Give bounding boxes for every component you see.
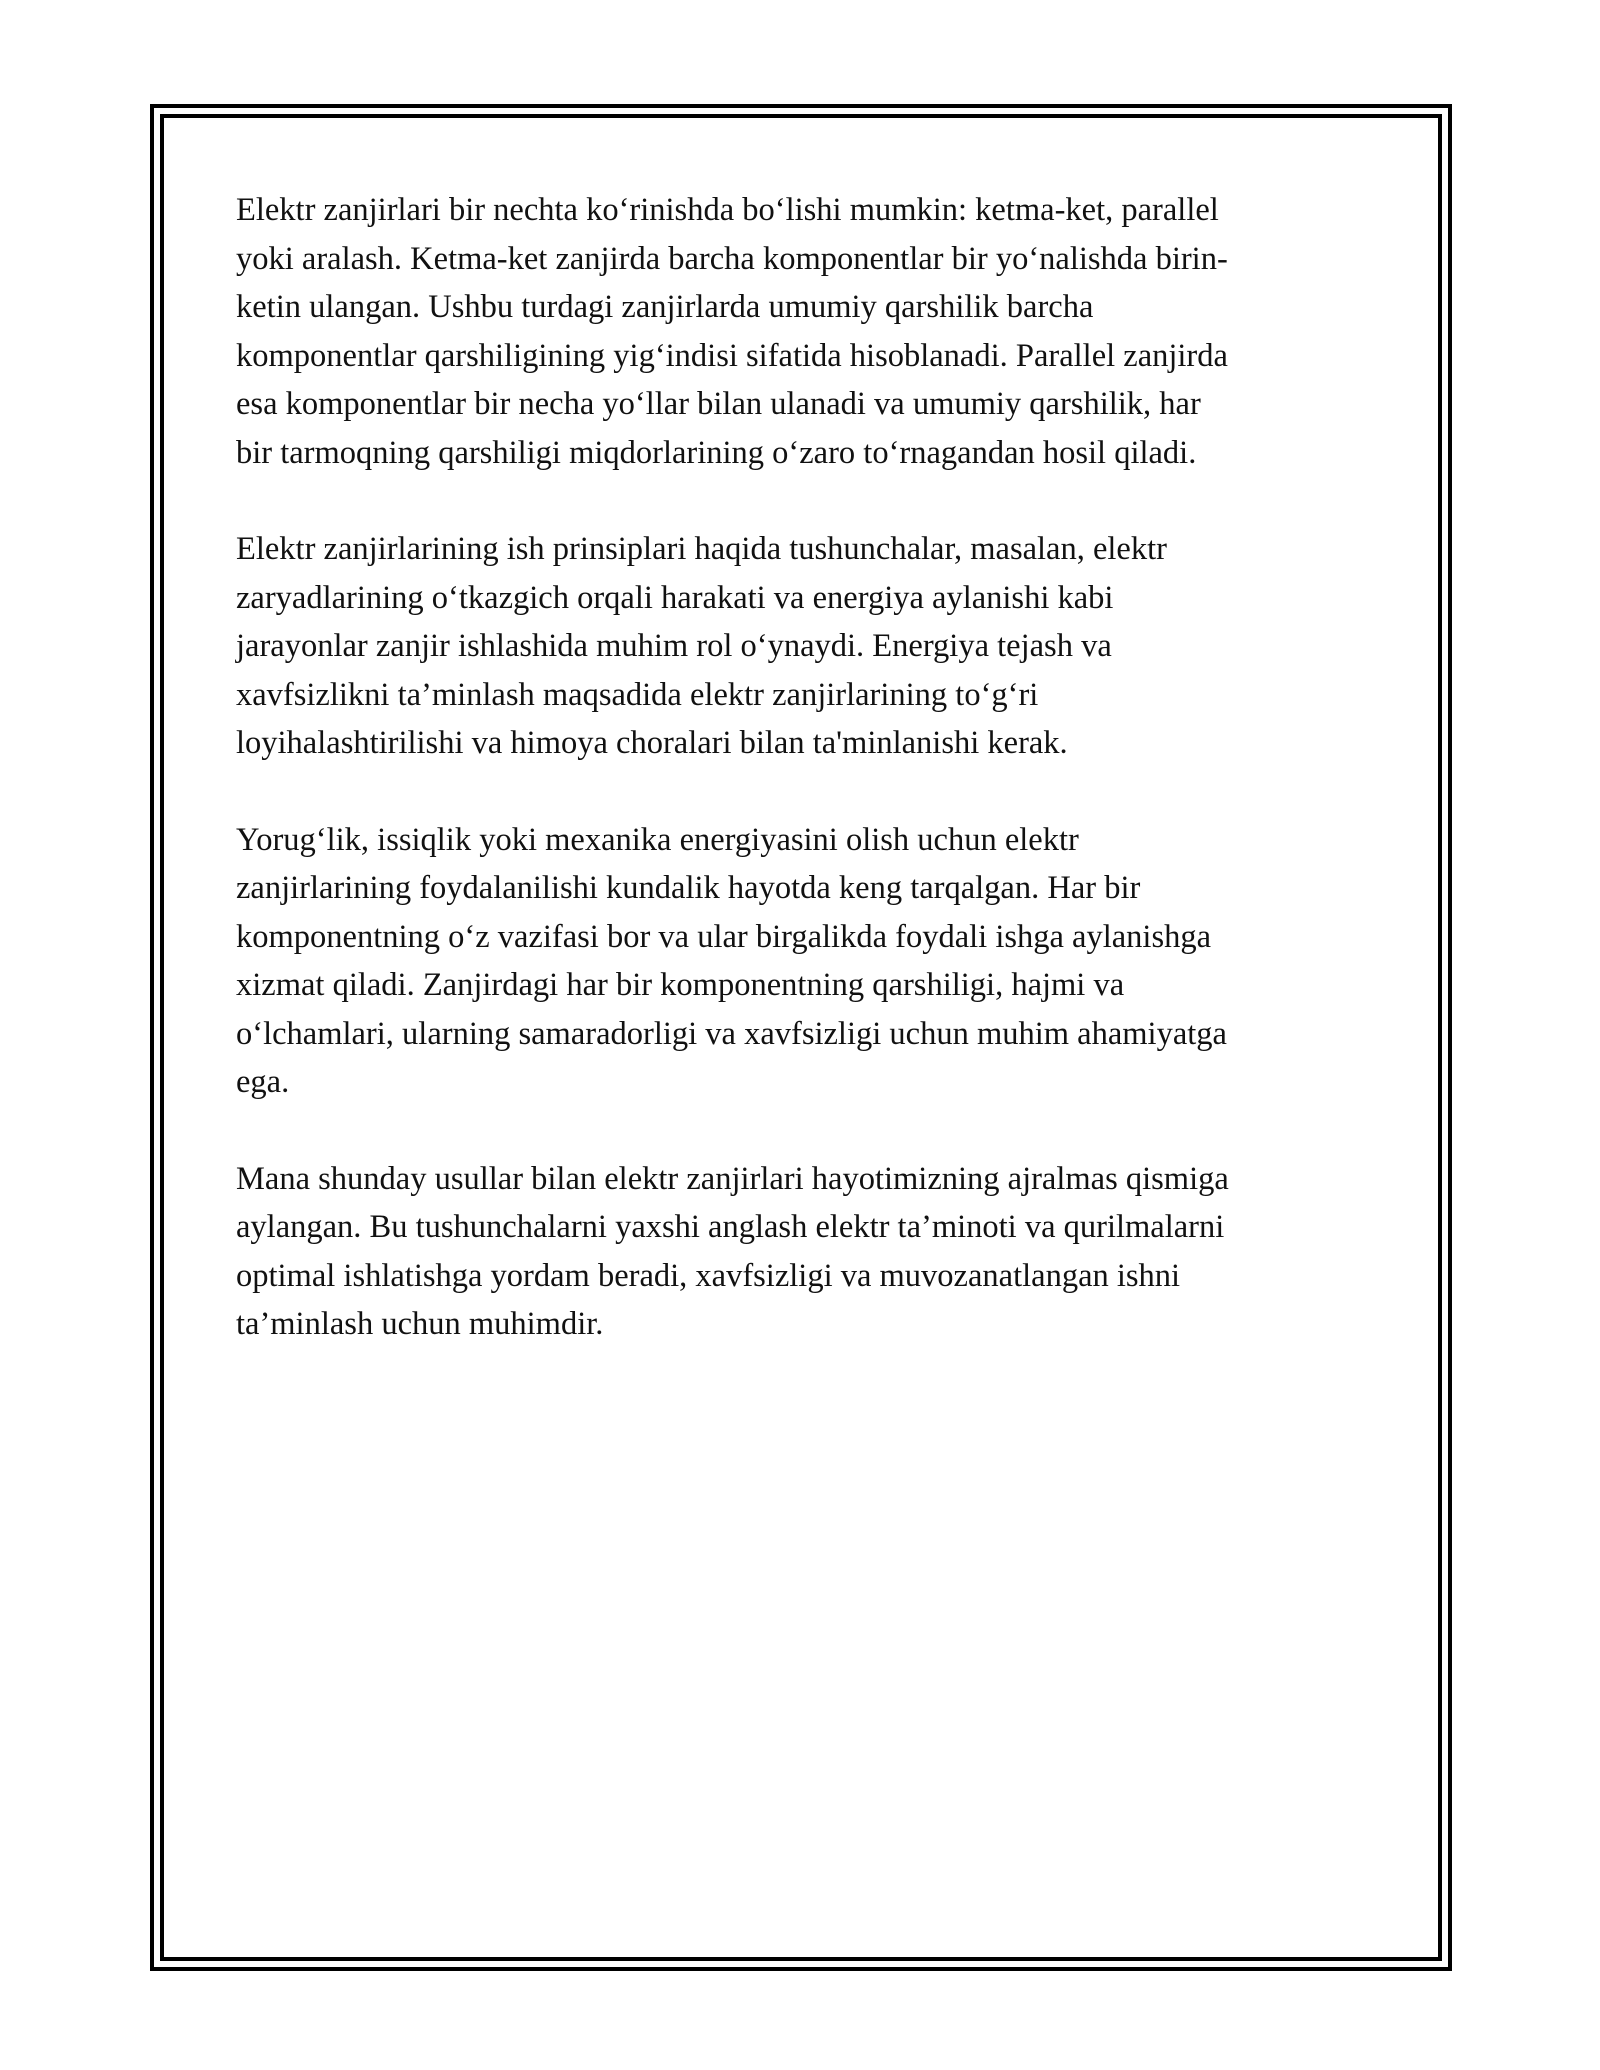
paragraph-working-principles: Elektr zanjirlarining ish prinsiplari haqida tushunchalar, masalan, elektr zaryadlarining o‘tkazgich orqali harakati va energiya aylanishi kabi jarayonlar zanjir ishlashida muhim rol o‘ynaydi. Energiya tejash va xavfsizlikni ta’minlash maqsadida elektr zanjirlarining to‘g‘ri loyihalashtirilishi va himoya choralari bilan ta'minlanishi kerak. (236, 531, 1167, 761)
paragraph-everyday-use: Yorug‘lik, issiqlik yoki mexanika energiyasini olish uchun elektr zanjirlarining foydalanilishi kundalik hayotda keng tarqalgan. Har bir komponentning o‘z vazifasi bor va ular birgalikda foydali ishga aylanishga xizmat qiladi. Zanjirdagi har bir komponentning qarshiligi, hajmi va o‘lchamlari, ularning samaradorligi va xavfsizligi uchun muhim ahamiyatga ega. (236, 821, 1227, 1100)
paragraph-conclusion: Mana shunday usullar bilan elektr zanjirlari hayotimizning ajralmas qismiga aylangan. Bu tushunchalarni yaxshi anglash elektr ta’minoti va qurilmalarni optimal ishlatishga yordam beradi, xavfsizligi va muvozanatlangan ishni ta’minlash uchun muhimdir. (236, 1160, 1229, 1342)
document-body (236, 186, 1366, 1397)
paragraph-circuit-types: Elektr zanjirlari bir nechta ko‘rinishda bo‘lishi mumkin: ketma-ket, parallel yoki aralash. Ketma-ket zanjirda barcha komponentlar bir yo‘nalishda birin- ketin ulangan. Ushbu turdagi zanjirlarda umumiy qarshilik barcha komponentlar qarshiligining yig‘indisi sifatida hisoblanadi. Parallel zanjirda esa komponentlar bir necha yo‘llar bilan ulanadi va umumiy qarshilik, har bir tarmoqning qarshiligi miqdorlarining o‘zaro to‘rnagandan hosil qiladi. (236, 192, 1228, 471)
